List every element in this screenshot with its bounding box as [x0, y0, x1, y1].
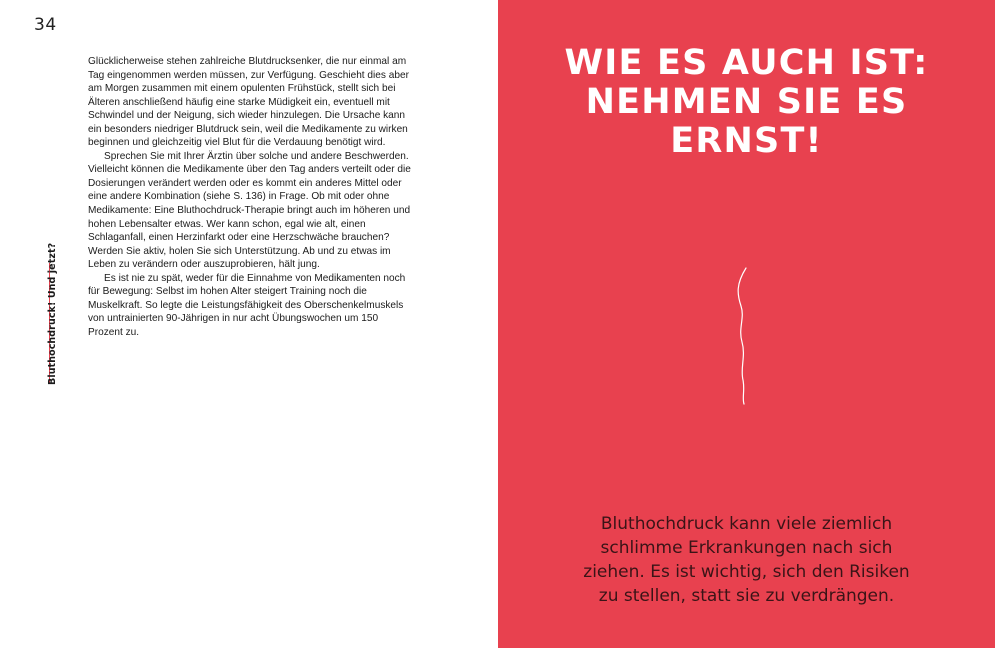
paragraph: Sprechen Sie mit Ihrer Ärztin über solche und andere Beschwerden. Vielleicht können die Medikamente über den Tag anders verteilt oder die Dosierungen verändert werden oder es kommt ein anderes Mittel oder eine andere Kombination (siehe S. 136) in Frage. Ob mit oder ohne Medikamente: Eine Bluthochdruck-Therapie bringt auch im höheren und hohen Lebensalter etwas. Wer kann schon, egal wie alt, einen Schlaganfall, einen Herzinfarkt oder eine Herzschwäche brauchen? Werden Sie aktiv, holen Sie sich Unterstützung. Ab und zu etwas im Leben zu verändern oder auszuprobieren, hält jung.	[88, 150, 411, 271]
teaser-text	[568, 512, 925, 608]
headline-line: WIE ES AUCH IST:	[564, 43, 929, 83]
headline	[498, 44, 995, 161]
body-text	[88, 55, 413, 339]
paragraph: Glücklicherweise stehen zahlreiche Blutdrucksenker, die nur einmal am Tag eingenommen werden müssen, zur Verfügung. Geschieht dies aber am Morgen zusammen mit einem opulenten Frühstück, stellt sich bei Älteren anschließend häufig eine starke Müdigkeit ein, eventuell mit Schwindel und der Neigung, sich wieder hinzulegen. Die Ursache kann ein besonders niedriger Blutdruck sein, weil die Medikamente zu wirken beginnen und gleichzeitig viel Blut für die Verdauung benötigt wird.	[88, 56, 409, 149]
teaser-line: ziehen. Es ist wichtig, sich den Risiken	[583, 562, 910, 582]
wavy-line-icon	[728, 266, 758, 406]
teaser-line: Bluthochdruck kann viele ziemlich	[600, 514, 893, 534]
headline-line: NEHMEN SIE ES	[585, 82, 908, 122]
right-page	[498, 0, 995, 648]
page-number: 34	[34, 15, 57, 35]
teaser-line: schlimme Erkrankungen nach sich	[600, 538, 893, 558]
teaser-line: zu stellen, statt sie zu verdrängen.	[598, 586, 895, 606]
headline-line: ERNST!	[670, 121, 823, 161]
paragraph: Es ist nie zu spät, weder für die Einnahme von Medikamenten noch für Bewegung: Selbst im hohen Alter steigert Training noch die Muskelkraft. So legte die Leistungsfähigkeit des Oberschenkelmuskels von untrainierten 90-Jährigen in nur acht Übungswochen um 150 Prozent zu.	[88, 272, 406, 338]
running-head: Bluthochdruck! Und jetzt?	[47, 242, 58, 385]
